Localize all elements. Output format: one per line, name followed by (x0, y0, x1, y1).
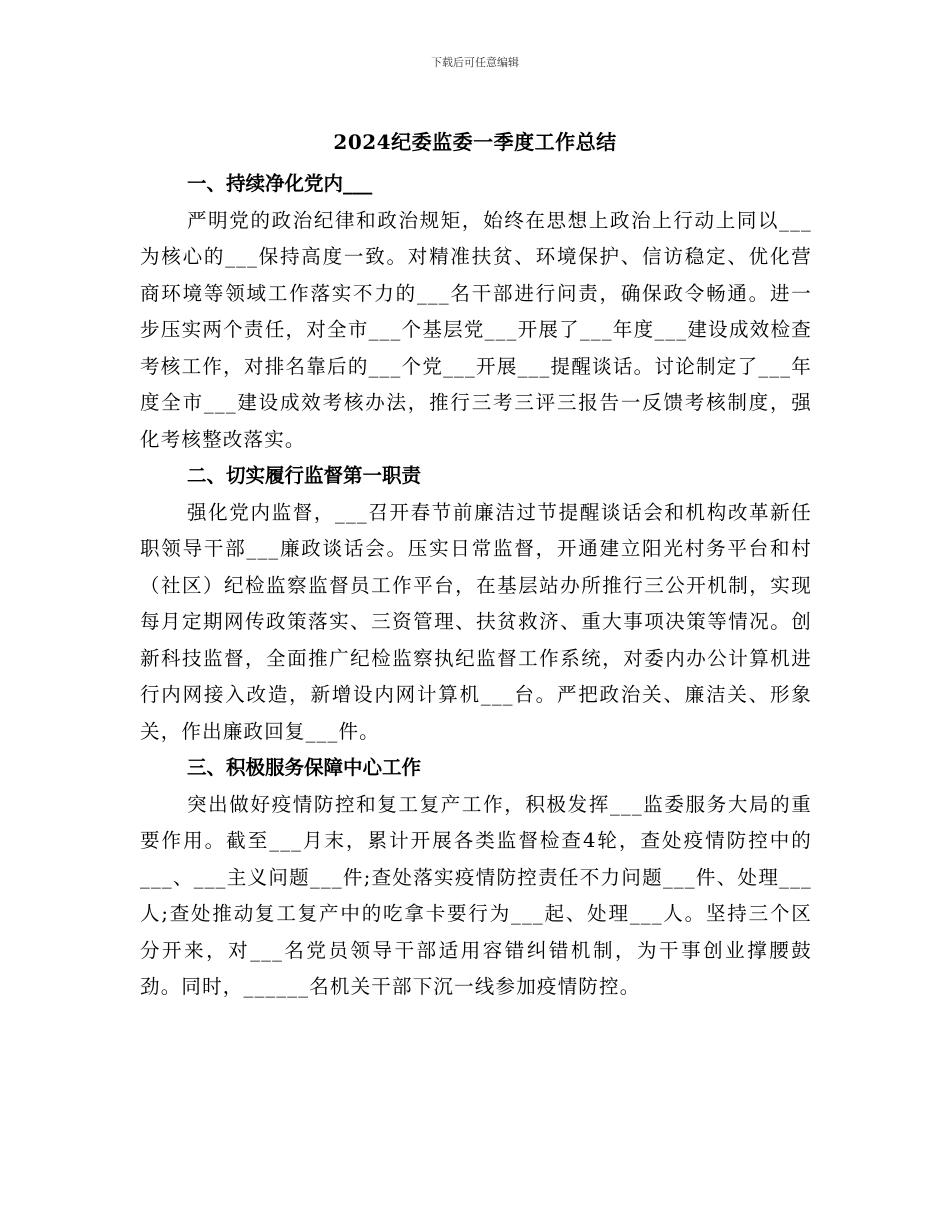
document-title: 2024纪委监委一季度工作总结 (333, 130, 617, 154)
section-heading-1: 一、持续净化党内___ (187, 172, 373, 195)
document-body (140, 166, 812, 1006)
section-paragraph-3: 突出做好疫情防控和复工复产工作，积极发挥___监委服务大局的重要作用。截至___月末，累计开展各类监督检查4轮，查处疫情防控中的___、___主义问题___件;查处落实疫情防控责任不力问题___件、处理___人;查处推动复工复产中的吃拿卡要行为___起、处理___人。坚持三个区分开来，对___名党员领导干部适用容错纠错机制，为干事创业撑腰鼓劲。同时，______名机关干部下沉一线参加疫情防控。 (140, 792, 812, 998)
section-paragraph-2: 强化党内监督，___召开春节前廉洁过节提醒谈话会和机构改革新任职领导干部___廉政谈话会。压实日常监督，开通建立阳光村务平台和村（社区）纪检监察监督员工作平台，在基层站办所推行三公开机制，实现每月定期网传政策落实、三资管理、扶贫救济、重大事项决策等情况。创新科技监督，全面推广纪检监察执纪监督工作系统，对委内办公计算机进行内网接入改造，新增设内网计算机___台。严把政治关、廉洁关、形象关，作出廉政回复___件。 (140, 500, 812, 743)
section-heading-3: 三、积极服务保障中心工作 (187, 756, 422, 779)
section-paragraph-1: 严明党的政治纪律和政治规矩，始终在思想上政治上行动上同以___为核心的___保持高度一致。对精准扶贫、环境保护、信访稳定、优化营商环境等领域工作落实不力的___名干部进行问责，确保政令畅通。进一步压实两个责任，对全市___个基层党___开展了___年度___建设成效检查考核工作，对排名靠后的___个党___开展___提醒谈话。讨论制定了___年度全市___建设成效考核办法，推行三考三评三报告一反馈考核制度，强化考核整改落实。 (140, 208, 812, 451)
header-note: 下载后可任意编辑 (431, 56, 519, 69)
section-heading-2: 二、切实履行监督第一职责 (187, 464, 422, 487)
